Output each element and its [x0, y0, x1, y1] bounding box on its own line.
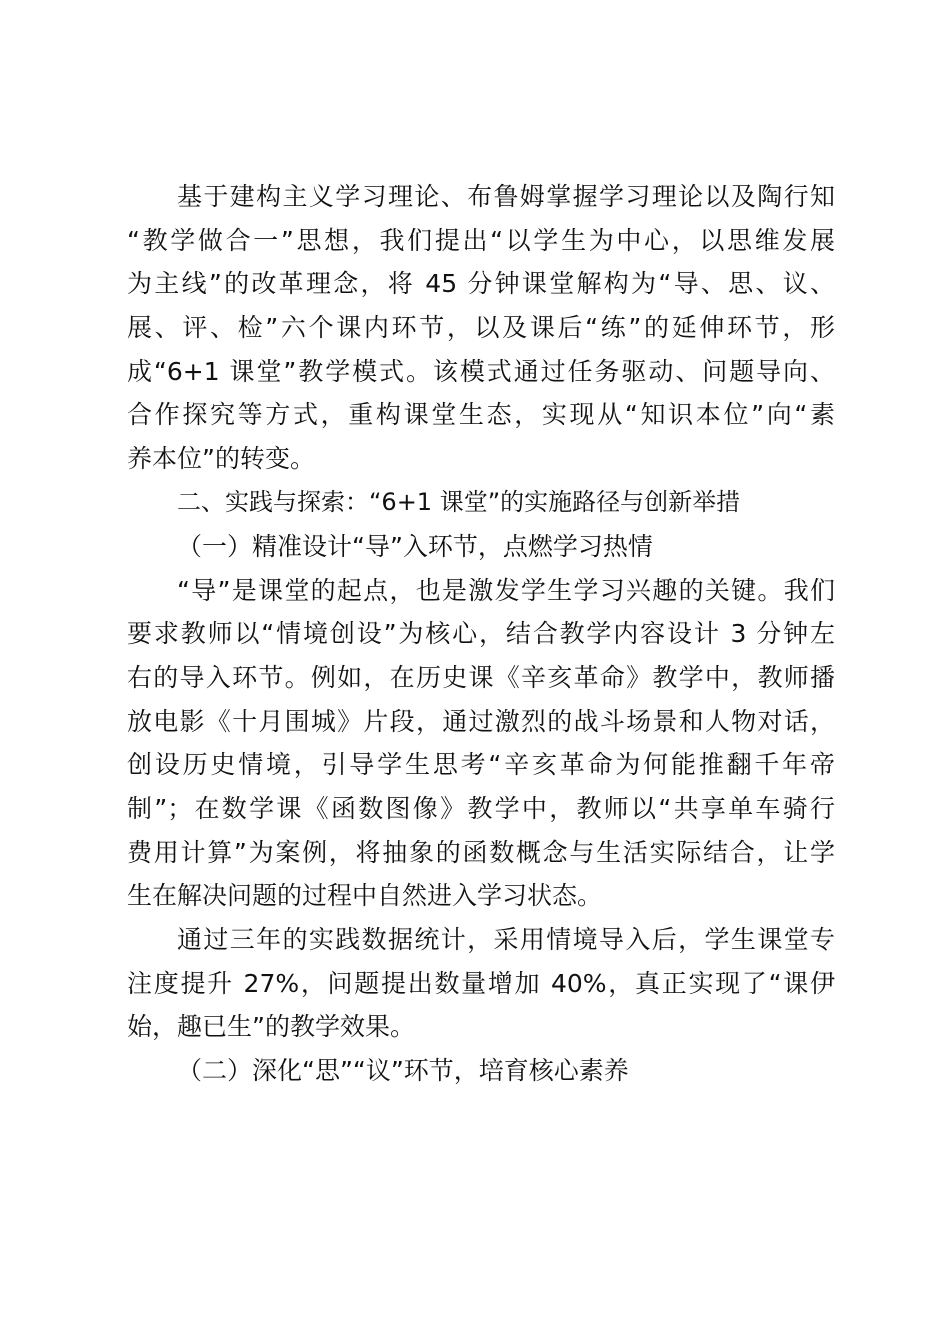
text-line: 基于建构主义学习理论、布鲁姆掌握学习理论以及陶行知 [177, 182, 835, 211]
subheading-think-discuss: （二）深化“思”“议”环节，培育核心素养 [177, 1056, 629, 1086]
text-line: 展、评、检”六个课内环节，以及课后“练”的延伸环节，形 [127, 313, 835, 343]
text-line: 通过三年的实践数据统计，采用情境导入后，学生课堂专 [177, 925, 835, 954]
paragraph-theory [127, 175, 835, 481]
text-line: 合作探究等方式，重构课堂生态，实现从“知识本位”向“素 [127, 400, 835, 430]
text-line: “教学做合一”思想，我们提出“以学生为中心，以思维发展 [127, 225, 835, 255]
text-line: 注度提升 27%，问题提出数量增加 40%，真正实现了“课伊 [127, 968, 835, 998]
text-line: 右的导入环节。例如，在历史课《辛亥革命》教学中，教师播 [127, 662, 835, 692]
text-line: 始，趣已生”的教学效果。 [127, 1012, 415, 1042]
paragraph-guide [127, 569, 835, 919]
document-body [127, 175, 835, 1093]
paragraph-statistics [127, 918, 835, 1049]
text-line: 为主线”的改革理念，将 45 分钟课堂解构为“导、思、议、 [127, 269, 835, 299]
text-line: 养本位”的转变。 [127, 444, 315, 474]
text-line: 创设历史情境，引导学生思考“辛亥革命为何能推翻千年帝 [127, 750, 835, 780]
text-line: 放电影《十月围城》片段，通过激烈的战斗场景和人物对话， [127, 706, 835, 736]
text-line: 生在解决问题的过程中自然进入学习状态。 [127, 881, 603, 911]
text-line: 成“6+1 课堂”教学模式。该模式通过任务驱动、问题导向、 [127, 356, 835, 386]
text-line: “导”是课堂的起点，也是激发学生学习兴趣的关键。我们 [177, 575, 835, 605]
text-line: 制”；在数学课《函数图像》教学中，教师以“共享单车骑行 [127, 793, 835, 823]
text-line: 要求教师以“情境创设”为核心，结合教学内容设计 3 分钟左 [127, 619, 835, 649]
text-line: 费用计算”为案例，将抽象的函数概念与生活实际结合，让学 [127, 837, 835, 867]
subheading-guide: （一）精准设计“导”入环节，点燃学习热情 [177, 531, 653, 561]
section-heading: 二、实践与探索：“6+1 课堂”的实施路径与创新举措 [177, 487, 741, 516]
